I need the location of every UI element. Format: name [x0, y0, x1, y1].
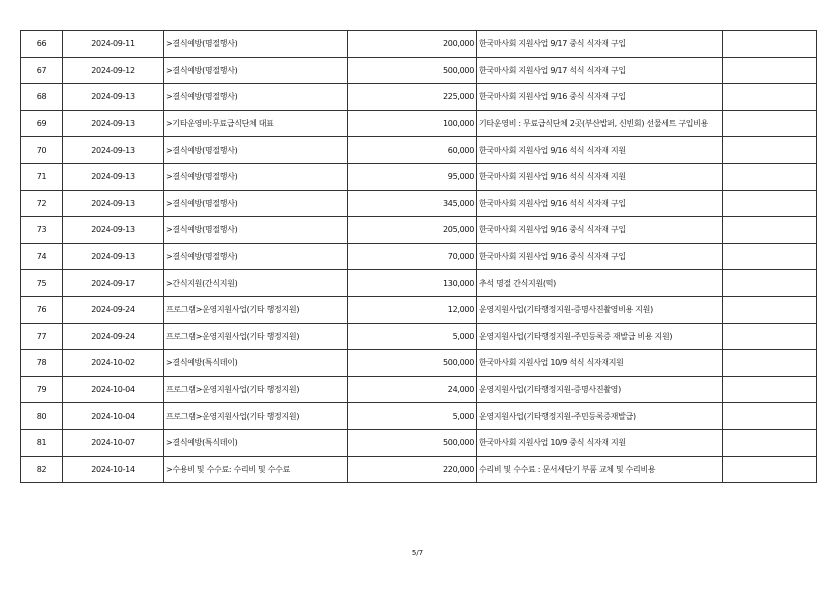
row-number: 78 — [21, 350, 63, 377]
row-note — [723, 429, 817, 456]
row-number: 77 — [21, 323, 63, 350]
row-category: 프로그램>운영지원사업(기타 행정지원) — [164, 376, 348, 403]
row-category: 프로그램>운영지원사업(기타 행정지원) — [164, 403, 348, 430]
ledger-body — [21, 31, 817, 483]
row-note — [723, 243, 817, 270]
row-category: >기타운영비:무료급식단체 대표 — [164, 110, 348, 137]
row-description: 추석 명절 간식지원(떡) — [477, 270, 723, 297]
row-note — [723, 163, 817, 190]
row-note — [723, 403, 817, 430]
row-number: 79 — [21, 376, 63, 403]
row-date: 2024-10-14 — [63, 456, 164, 483]
row-date: 2024-10-07 — [63, 429, 164, 456]
row-description: 한국마사회 지원사업 9/16 중식 식자재 구입 — [477, 84, 723, 111]
row-amount: 5,000 — [348, 323, 477, 350]
row-category: >결식예방(명절행사) — [164, 84, 348, 111]
row-note — [723, 57, 817, 84]
table-row — [21, 403, 817, 430]
table-row — [21, 323, 817, 350]
row-amount: 5,000 — [348, 403, 477, 430]
row-note — [723, 190, 817, 217]
table-row — [21, 429, 817, 456]
row-description: 한국마사회 지원사업 9/16 석식 식자재 구입 — [477, 190, 723, 217]
row-description: 운영지원사업(기타행정지원-증명사진촬영) — [477, 376, 723, 403]
row-date: 2024-09-11 — [63, 31, 164, 58]
row-number: 81 — [21, 429, 63, 456]
row-note — [723, 296, 817, 323]
row-category: >결식예방(명절행사) — [164, 217, 348, 244]
row-note — [723, 456, 817, 483]
table-row — [21, 270, 817, 297]
row-amount: 12,000 — [348, 296, 477, 323]
row-amount: 500,000 — [348, 429, 477, 456]
row-category: 프로그램>운영지원사업(기타 행정지원) — [164, 323, 348, 350]
row-category: >결식예방(특식데이) — [164, 429, 348, 456]
row-date: 2024-10-04 — [63, 376, 164, 403]
table-row — [21, 243, 817, 270]
row-date: 2024-09-13 — [63, 110, 164, 137]
row-date: 2024-09-13 — [63, 217, 164, 244]
row-number: 69 — [21, 110, 63, 137]
row-date: 2024-09-12 — [63, 57, 164, 84]
row-description: 한국마사회 지원사업 9/17 석식 식자재 구입 — [477, 57, 723, 84]
row-amount: 60,000 — [348, 137, 477, 164]
row-amount: 24,000 — [348, 376, 477, 403]
row-number: 76 — [21, 296, 63, 323]
row-amount: 70,000 — [348, 243, 477, 270]
row-date: 2024-09-13 — [63, 137, 164, 164]
table-row — [21, 190, 817, 217]
table-row — [21, 31, 817, 58]
page-number: 5/7 — [411, 549, 424, 557]
row-amount: 345,000 — [348, 190, 477, 217]
row-description: 운영지원사업(기타행정지원-주민등록증 재발급 비용 지원) — [477, 323, 723, 350]
table-row — [21, 57, 817, 84]
table-row — [21, 137, 817, 164]
row-description: 운영지원사업(기타행정지원-증명사진촬영비용 지원) — [477, 296, 723, 323]
row-note — [723, 84, 817, 111]
row-number: 75 — [21, 270, 63, 297]
row-date: 2024-09-24 — [63, 296, 164, 323]
row-category: >결식예방(명절행사) — [164, 243, 348, 270]
row-note — [723, 217, 817, 244]
row-category: >수용비 및 수수료: 수리비 및 수수료 — [164, 456, 348, 483]
row-category: >결식예방(특식데이) — [164, 350, 348, 377]
row-date: 2024-10-02 — [63, 350, 164, 377]
table-row — [21, 350, 817, 377]
row-amount: 500,000 — [348, 350, 477, 377]
row-date: 2024-09-13 — [63, 163, 164, 190]
row-date: 2024-09-13 — [63, 243, 164, 270]
row-date: 2024-09-13 — [63, 84, 164, 111]
row-amount: 225,000 — [348, 84, 477, 111]
row-note — [723, 376, 817, 403]
row-number: 71 — [21, 163, 63, 190]
row-number: 68 — [21, 84, 63, 111]
row-note — [723, 323, 817, 350]
table-row — [21, 163, 817, 190]
row-number: 82 — [21, 456, 63, 483]
table-row — [21, 456, 817, 483]
row-description: 한국마사회 지원사업 9/16 중식 식자재 구입 — [477, 243, 723, 270]
row-description: 한국마사회 지원사업 9/16 석식 식자재 지원 — [477, 163, 723, 190]
row-number: 66 — [21, 31, 63, 58]
row-category: 프로그램>운영지원사업(기타 행정지원) — [164, 296, 348, 323]
row-description: 수리비 및 수수료 : 문서세단기 부품 교체 및 수리비용 — [477, 456, 723, 483]
table-row — [21, 296, 817, 323]
row-description: 한국마사회 지원사업 9/16 석식 식자재 지원 — [477, 137, 723, 164]
row-number: 70 — [21, 137, 63, 164]
row-category: >결식예방(명절행사) — [164, 137, 348, 164]
row-amount: 130,000 — [348, 270, 477, 297]
row-description: 한국마사회 지원사업 10/9 석식 식자재지원 — [477, 350, 723, 377]
row-category: >결식예방(명절행사) — [164, 163, 348, 190]
row-category: >결식예방(명절행사) — [164, 57, 348, 84]
row-description: 한국마사회 지원사업 10/9 중식 식자재 지원 — [477, 429, 723, 456]
row-amount: 500,000 — [348, 57, 477, 84]
row-description: 기타운영비 : 무료급식단체 2곳(부산밥퍼, 신빈회) 선물세트 구입비용 — [477, 110, 723, 137]
row-date: 2024-09-17 — [63, 270, 164, 297]
row-amount: 220,000 — [348, 456, 477, 483]
row-amount: 95,000 — [348, 163, 477, 190]
row-description: 한국마사회 지원사업 9/17 중식 식자재 구입 — [477, 31, 723, 58]
row-note — [723, 350, 817, 377]
row-description: 운영지원사업(기타행정지원-주민등록증재발급) — [477, 403, 723, 430]
row-amount: 200,000 — [348, 31, 477, 58]
row-note — [723, 270, 817, 297]
row-note — [723, 31, 817, 58]
table-row — [21, 217, 817, 244]
table-row — [21, 110, 817, 137]
row-number: 67 — [21, 57, 63, 84]
row-date: 2024-09-24 — [63, 323, 164, 350]
row-number: 73 — [21, 217, 63, 244]
row-date: 2024-09-13 — [63, 190, 164, 217]
row-category: >간식지원(간식지원) — [164, 270, 348, 297]
expense-ledger-table — [20, 30, 817, 483]
row-amount: 100,000 — [348, 110, 477, 137]
row-note — [723, 137, 817, 164]
row-category: >결식예방(명절행사) — [164, 31, 348, 58]
row-date: 2024-10-04 — [63, 403, 164, 430]
row-number: 74 — [21, 243, 63, 270]
row-note — [723, 110, 817, 137]
row-number: 72 — [21, 190, 63, 217]
table-row — [21, 84, 817, 111]
row-description: 한국마사회 지원사업 9/16 중식 식자재 구입 — [477, 217, 723, 244]
row-number: 80 — [21, 403, 63, 430]
row-amount: 205,000 — [348, 217, 477, 244]
table-row — [21, 376, 817, 403]
row-category: >결식예방(명절행사) — [164, 190, 348, 217]
